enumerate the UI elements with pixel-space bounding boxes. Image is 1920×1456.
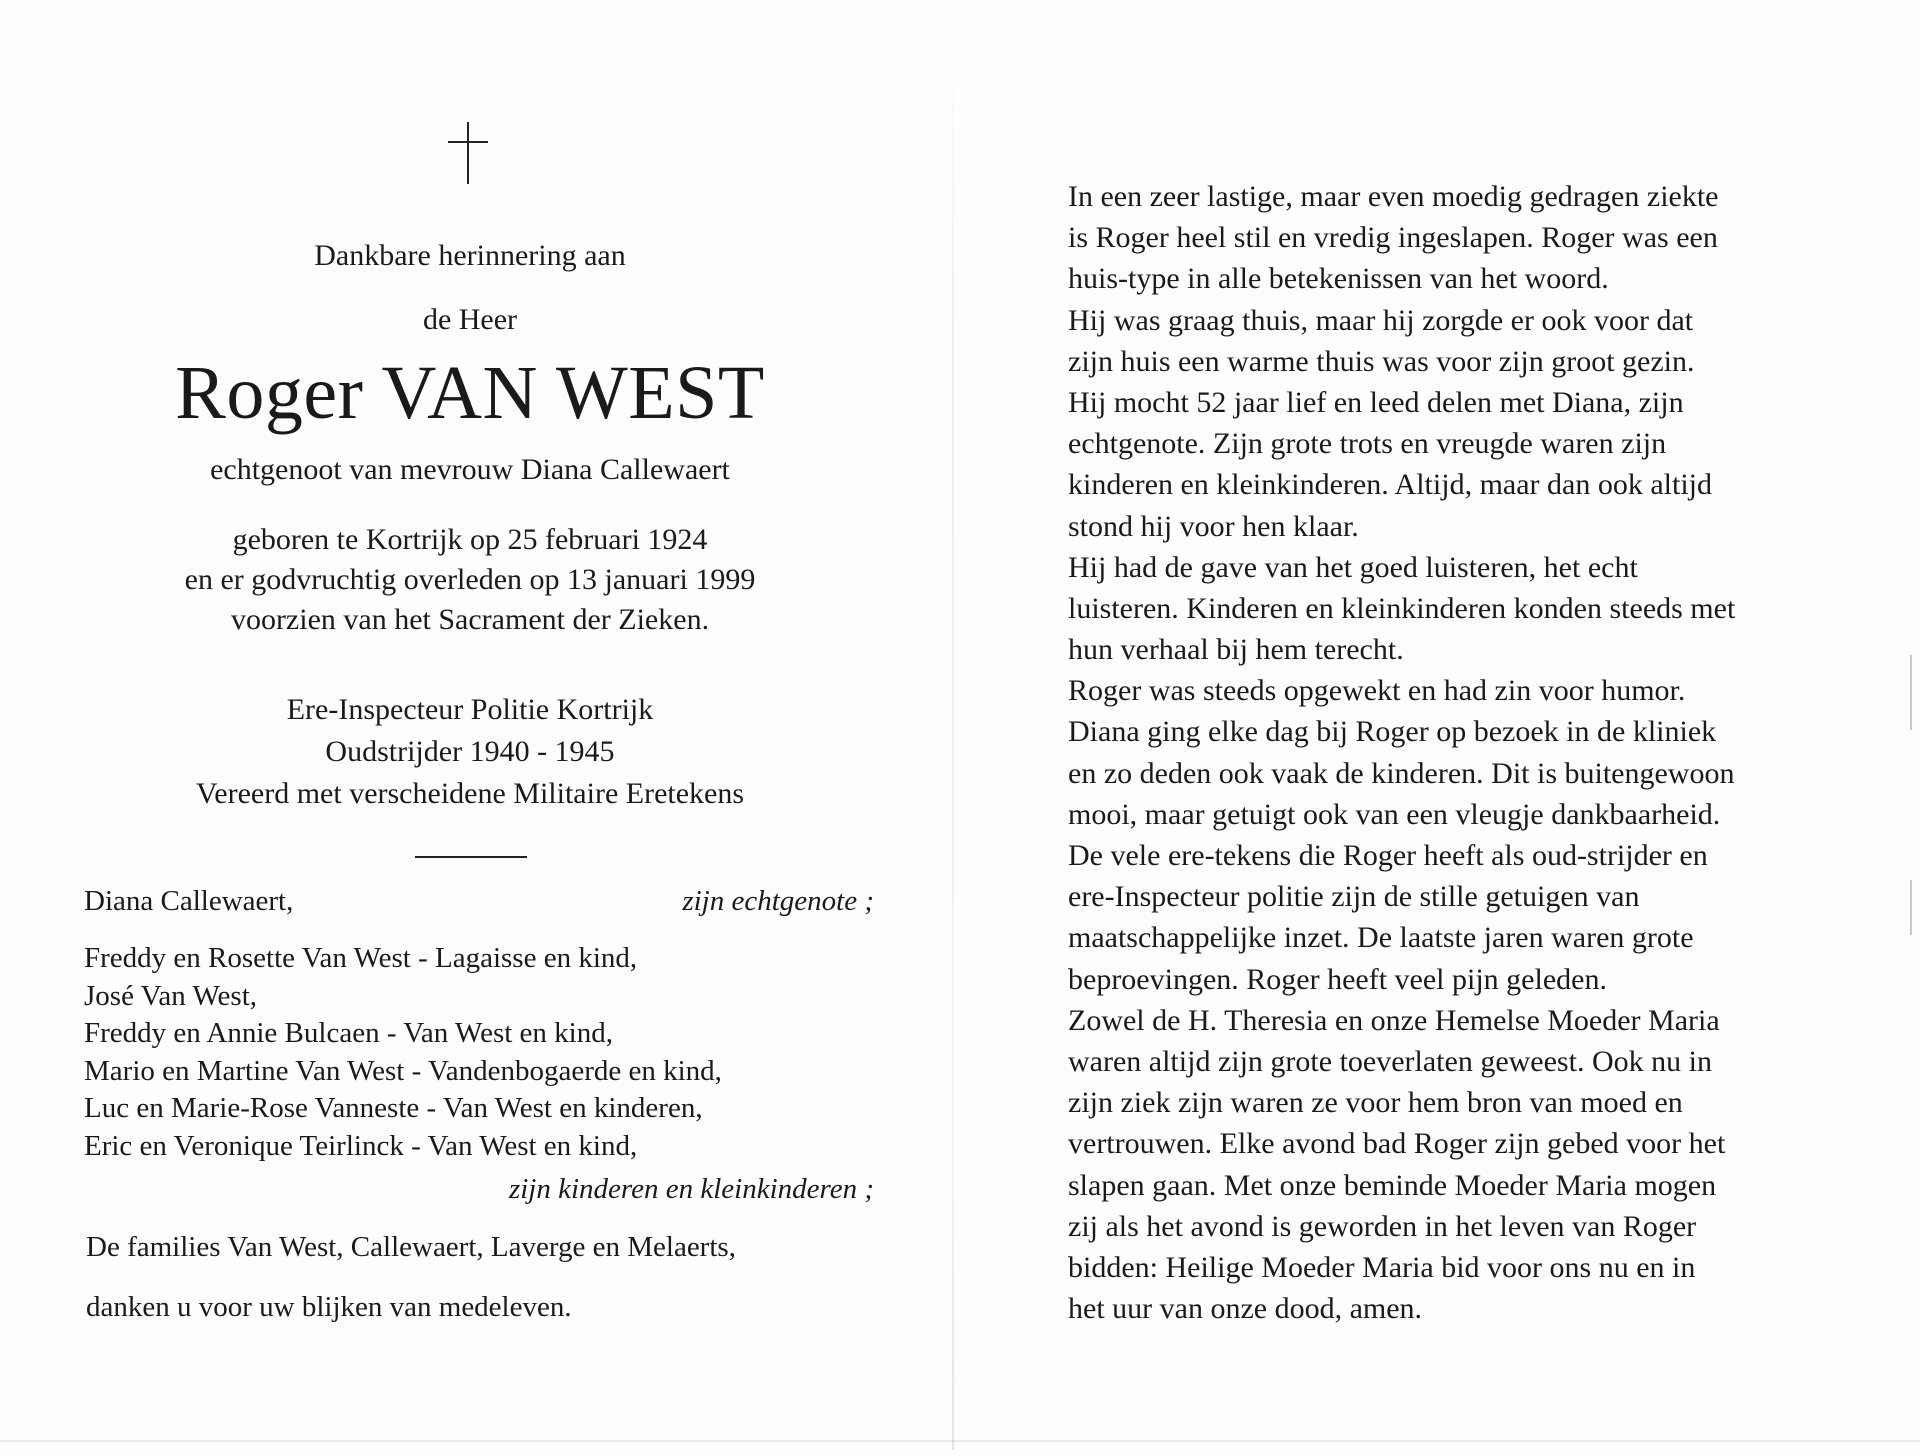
text-line: slapen gaan. Met onze beminde Moeder Maria mogen <box>1068 1168 1717 1202</box>
tribute-text <box>1068 176 1848 1329</box>
text-line: is Roger heel stil en vredig ingeslapen. Roger was een <box>1068 221 1718 255</box>
text-line: Diana ging elke dag bij Roger op bezoek in de kliniek <box>1068 715 1717 749</box>
life-line: geboren te Kortrijk op 25 februari 1924 <box>232 523 708 556</box>
text-line: het uur van onze dood, amen. <box>1068 1292 1423 1326</box>
text-line: Zowel de H. Theresia en onze Hemelse Moeder Maria <box>1068 1003 1720 1037</box>
text-line: hun verhaal bij hem terecht. <box>1068 633 1404 667</box>
text-line: waren altijd zijn grote toeverlaten geweest. Ook nu in <box>1068 1044 1712 1078</box>
text-line: huis-type in alle betekenissen van het woord. <box>1068 262 1609 296</box>
text-line: luisteren. Kinderen en kleinkinderen konden steeds met <box>1068 591 1736 625</box>
text-line: zij als het avond is geworden in het leven van Roger <box>1068 1209 1697 1243</box>
honor-line: Oudstrijder 1940 - 1945 <box>325 735 615 768</box>
life-dates <box>60 520 880 640</box>
list-item: José Van West, <box>84 979 258 1012</box>
text-line: zijn huis een warme thuis was voor zijn groot gezin. <box>1068 344 1695 378</box>
text-line: echtgenote. Zijn grote trots en vreugde waren zijn <box>1068 427 1667 461</box>
children-role: zijn kinderen en kleinkinderen ; <box>508 1173 874 1205</box>
text-line: stond hij voor hen klaar. <box>1068 509 1359 543</box>
spouse-name: Diana Callewaert, <box>84 885 294 917</box>
list-item: Mario en Martine Van West - Vandenbogaerde en kind, <box>84 1054 722 1087</box>
text-line: De vele ere-tekens die Roger heeft als oud-strijder en <box>1068 839 1708 872</box>
text-line: kinderen en kleinkinderen. Altijd, maar dan ook altijd <box>1068 468 1712 502</box>
list-item: Luc en Marie-Rose Vanneste - Van West en kinderen, <box>84 1092 703 1124</box>
edge-mark <box>1910 880 1912 935</box>
spouse-line: echtgenoot van mevrouw Diana Callewaert <box>210 453 730 486</box>
list-item: Freddy en Rosette Van West - Lagaisse en kind, <box>84 942 638 974</box>
thanks-line: danken u voor uw blijken van medeleven. <box>86 1291 572 1323</box>
list-item: Eric en Veronique Teirlinck - Van West en kind, <box>84 1129 638 1162</box>
text-line: zijn ziek zijn waren ze voor hem bron van moed en <box>1068 1086 1683 1120</box>
card-fold <box>952 60 954 1450</box>
text-line: Roger was steeds opgewekt en had zin voor humor. <box>1068 674 1686 708</box>
text-line: mooi, maar getuigt ook van een vleugje dankbaarheid. <box>1068 797 1721 831</box>
deceased-name: Roger VAN WEST <box>175 351 765 435</box>
text-line: vertrouwen. Elke avond bad Roger zijn gebed voor het <box>1068 1127 1726 1161</box>
text-line: Hij mocht 52 jaar lief en leed delen met Diana, zijn <box>1068 385 1684 419</box>
spouse-role: zijn echtgenote ; <box>682 885 874 917</box>
life-line: en er godvruchtig overleden op 13 januari 1999 <box>184 563 756 596</box>
honor-line: Vereerd met verscheidene Militaire Eretekens <box>195 777 745 810</box>
spouse-row <box>84 882 874 920</box>
list-item: Freddy en Annie Bulcaen - Van West en kind, <box>84 1017 613 1049</box>
bottom-edge <box>0 1440 1920 1442</box>
honorific: de Heer <box>422 303 518 336</box>
honors <box>60 690 880 816</box>
text-line: ere-Inspecteur politie zijn de stille getuigen van <box>1068 880 1640 914</box>
honor-line: Ere-Inspecteur Politie Kortrijk <box>286 693 654 726</box>
text-line: en zo deden ook vaak de kinderen. Dit is buitengewoon <box>1068 756 1735 790</box>
families-line: De families Van West, Callewaert, Laverge en Melaerts, <box>86 1231 736 1263</box>
text-line: beproevingen. Roger heeft veel pijn geleden. <box>1068 962 1607 996</box>
intro-text: Dankbare herinnering aan <box>314 239 626 272</box>
divider <box>415 856 527 858</box>
text-line: In een zeer lastige, maar even moedig gedragen ziekte <box>1068 180 1719 213</box>
life-line: voorzien van het Sacrament der Zieken. <box>230 603 710 636</box>
text-line: bidden: Heilige Moeder Maria bid voor ons nu en in <box>1068 1250 1696 1284</box>
children-list <box>84 940 722 1165</box>
cross-icon <box>448 122 488 184</box>
edge-mark <box>1910 655 1912 730</box>
text-line: Hij had de gave van het goed luisteren, het echt <box>1068 550 1638 584</box>
text-line: maatschappelijke inzet. De laatste jaren waren grote <box>1068 921 1694 955</box>
text-line: Hij was graag thuis, maar hij zorgde er ook voor dat <box>1068 303 1694 337</box>
